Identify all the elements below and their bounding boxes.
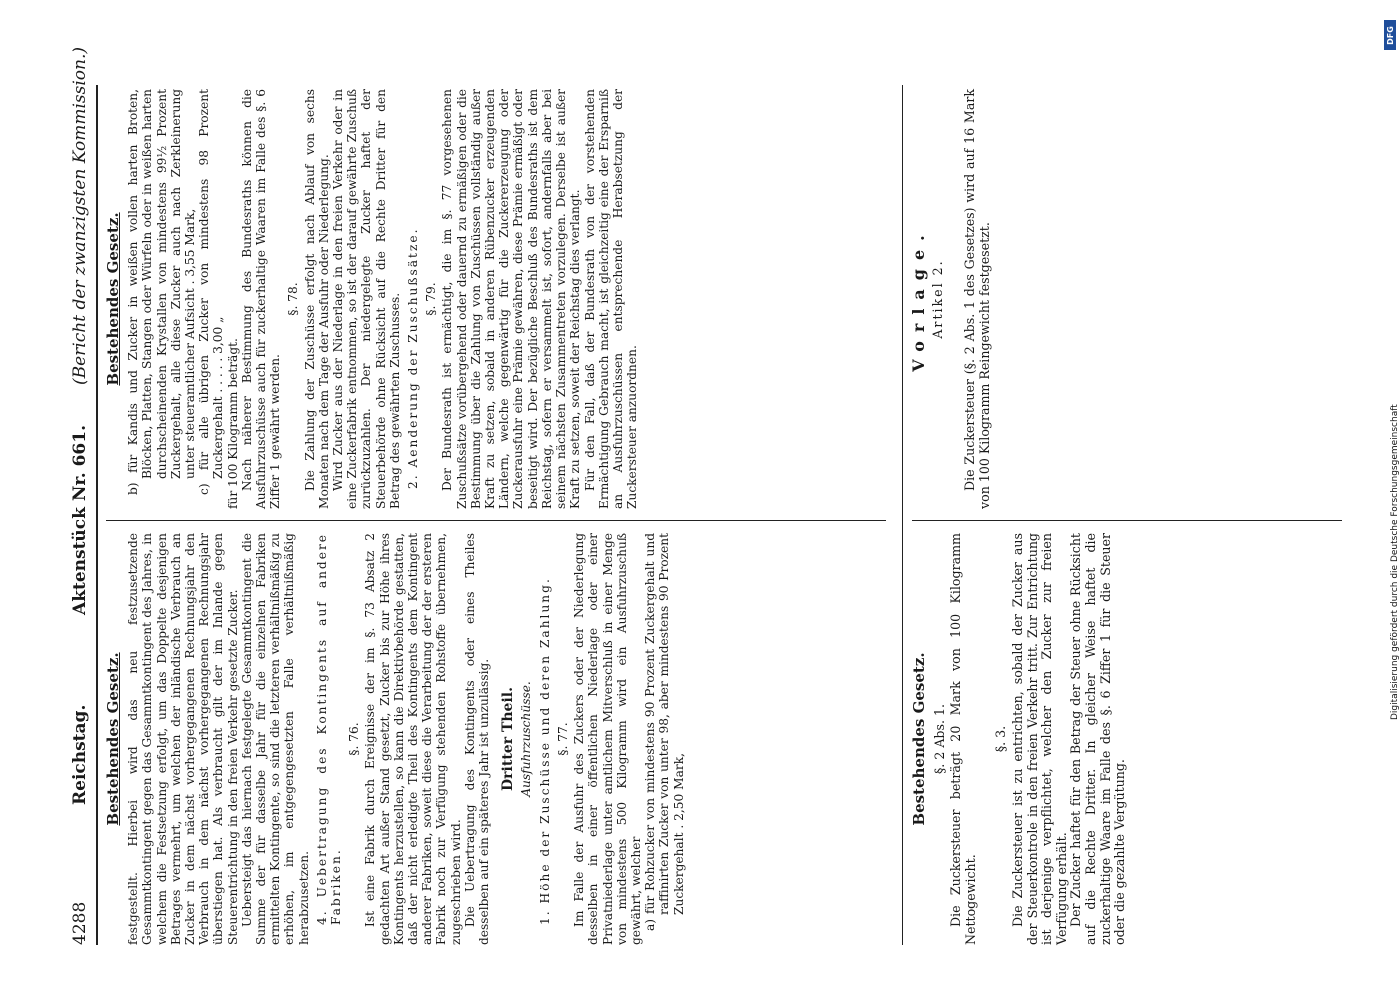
column-right-top (106, 89, 639, 509)
paragraph: Die Uebertragung des Kontingents oder eines Theiles desselben auf ein späteres Jahr ist unzulässig. (462, 533, 492, 945)
list-item: c) für alle übrigen Zucker von mindestens 98 Prozent Zuckergehalt . . . . . 3,00 „ (197, 89, 226, 495)
column-heading: Vorlage. (909, 226, 928, 372)
paragraph: Im Falle der Ausfuhr des Zuckers oder der Niederlegung desselben in einer öffentlichen Niederlage oder einer Privatniederlage unter amtlichem Mitverschluß in einer Menge von mindestens 500 Kilogramm wird ein Ausfuhrzuschuß gewährt, welcher (572, 533, 643, 945)
paragraph: Der Zucker haftet für den Betrag der Steuer ohne Rücksicht auf die Rechte Dritter. In gleicher Weise haftet die zuckerhaltige Waare im Falle des §. 6 Ziffer 1 für die Steuer oder die gezahlte Vergütung. (1068, 533, 1128, 945)
part-heading: Dritter Theil. (500, 687, 517, 791)
section-number: §. 76. (347, 722, 362, 756)
part-subheading: Ausfuhrzuschüsse. (519, 681, 534, 797)
column-right-bottom (909, 89, 992, 509)
digitization-note: Digitalisierung gefördert durch die Deutsche Forschungsgemeinschaft (1390, 404, 1400, 720)
section-number: §. 2 Abs. 1. (931, 704, 947, 774)
paragraph: Die Zuckersteuer (§. 2 Abs. 1 des Gesetzes) wird auf 16 Mark von 100 Kilogramm Reingewicht festgesetzt. (962, 89, 992, 509)
header-left: Reichstag. (70, 704, 90, 805)
column-divider (912, 520, 1342, 521)
paragraph: Der Bundesrath ist ermächtigt, die im §. 77 vorgesehenen Zuschußsätze vorübergehend oder dauernd zu ermäßigen oder die Bestimmung über die Zahlung von Zuschüssen vollständig außer Kraft zu setzen, sobald in anderen Rübenzucker erzeugenden Ländern, welche gegenwärtig für die Zuckererzeugung oder Zuckerausfuhr eine Prämie gewähren, diese Prämie ermäßigt oder beseitigt wird. Der bezügliche Beschluß des Bundesraths ist dem Reichstag, sofern er versammelt ist, sofort, andernfalls aber bei seinem nächsten Zusammentreten vorzulegen. Derselbe ist außer Kraft zu setzen, soweit der Reichstag dies verlangt. (440, 89, 583, 509)
column-heading: Bestehendes Gesetz. (104, 212, 122, 386)
column-left-bottom (912, 533, 1128, 945)
paragraph: Uebersteigt das hiernach festgelegte Gesammtkontingent die Summe der für dasselbe Jahr für die einzelnen Fabriken ermittelten Kontingente, so sind die letzteren verhältnißmäßig zu erhöhen, im entgegengesetzten Falle verhältnißmäßig herabzusetzen. (239, 533, 311, 945)
column-heading: Bestehendes Gesetz. (910, 652, 928, 826)
paragraph: Ist eine Fabrik durch Ereignisse der im §. 73 Absatz 2 gedachten Art außer Stand gesetzt, Zucker bis zur Höhe ihres Kontingents herzustellen, so kann die Direktivbehörde gestatten, daß der nicht erledigte Theil des Kontingents dem Kontingent anderer Fabriken, soweit diese die Verarbeitung der der ersteren Fabrik noch zur Verfügung stehenden Rohstoffe übernehmen, zugeschrieben wird. (363, 533, 463, 945)
list-item: a) für Rohzucker von mindestens 90 Prozent Zuckergehalt und raffinirten Zucker von unter 98, aber mindestens 90 Prozent Zuckergehalt . 2,50 Mark, (643, 533, 686, 931)
header-rule (96, 85, 98, 945)
paragraph: Die Zahlung der Zuschüsse erfolgt nach Ablauf von sechs Monaten nach dem Tage der Ausfuhr oder Niederlegung. (302, 89, 331, 509)
subsection-heading: 2. Aenderung der Zuschußsätze. (406, 227, 421, 489)
paragraph: Für den Fall, daß der Bundesrath von der vorstehenden Ermächtigung Gebrauch macht, ist gleichzeitig eine der Ersparniß an Ausfuhrzuschüssen entsprechende Herabsetzung der Zuckersteuer anzuordnen. (582, 89, 640, 509)
article-heading: Artikel 2. (929, 259, 945, 339)
header-right: (Bericht der zwanzigsten Kommission.) (70, 46, 90, 385)
paragraph: Die Zuckersteuer beträgt 20 Mark von 100 Kilogramm Nettogewicht. (948, 533, 978, 945)
paragraph: für 100 Kilogramm beträgt. (225, 338, 240, 509)
column-heading: Bestehendes Gesetz. (104, 652, 122, 826)
column-left-top (106, 533, 686, 945)
paragraph: festgestellt. Hierbei wird das neu festzusetzende Gesammtkontingent gegen das Gesammtkontingent des Jahres, in welchem die Festsetzung erfolgt, um das Doppelte desjenigen Betrages vermehrt, um welchen der inländische Verbrauch an Zucker in dem nächst vorhergegangenen Rechnungsjahr den Verbrauch in dem nächst vorhergegangenen Rechnungsjahr überstiegen hat. Als verbraucht gilt der im Inlande gegen Steuerentrichtung in den freien Verkehr gesetzte Zucker. (126, 533, 240, 945)
paragraph: Die Zuckersteuer ist zu entrichten, sobald der Zucker aus der Steuerkontrole in den freien Verkehr tritt. Zur Entrichtung ist derjenige verpflichtet, welcher den Zucker zur freien Verfügung erhält. (1009, 533, 1069, 945)
section-number: §. 78. (286, 282, 301, 316)
section-number: §. 77. (555, 722, 570, 756)
section-number: §. 79. (424, 282, 439, 316)
subsection-heading: 1. Höhe der Zuschüsse und deren Zahlung. (537, 577, 552, 925)
section-number: §. 3. (993, 725, 1009, 753)
rotated-page (70, 46, 1360, 945)
paragraph: Wird Zucker aus der Niederlage in den freien Verkehr oder in eine Zuckerfabrik entnommen, so ist der darauf gewährte Zuschuß zurückzuzahlen. Der niedergelegte Zucker haftet der Steuerbehörde ohne Rücksicht auf die Rechte Dritter für den Betrag des gewährten Zuschusses. (331, 89, 402, 509)
paragraph: Nach näherer Bestimmung des Bundesraths können die Ausfuhrzuschüsse auch für zuckerhaltige Waaren im Falle des §. 6 Ziffer 1 gewährt werden. (239, 89, 283, 509)
subsection-heading: 4. Uebertragung des Kontingents auf andere Fabriken. (314, 533, 344, 925)
page-number: 4288 (70, 901, 90, 945)
column-divider (106, 520, 886, 521)
list-item: b) für Kandis und Zucker in weißen vollen harten Broten, Blöcken, Platten, Stangen oder Würfeln oder in weißen harten durchscheinenden Krystallen von mindestens 99½ Prozent Zuckergehalt, alle diese Zucker auch nach Zerkleinerung unter steueramtlicher Aufsicht . 3,55 Mark, (126, 89, 198, 495)
section-rule (902, 85, 903, 945)
dfg-logo: DFG (1384, 20, 1396, 50)
header-title: Aktenstück Nr. 661. (70, 424, 90, 615)
